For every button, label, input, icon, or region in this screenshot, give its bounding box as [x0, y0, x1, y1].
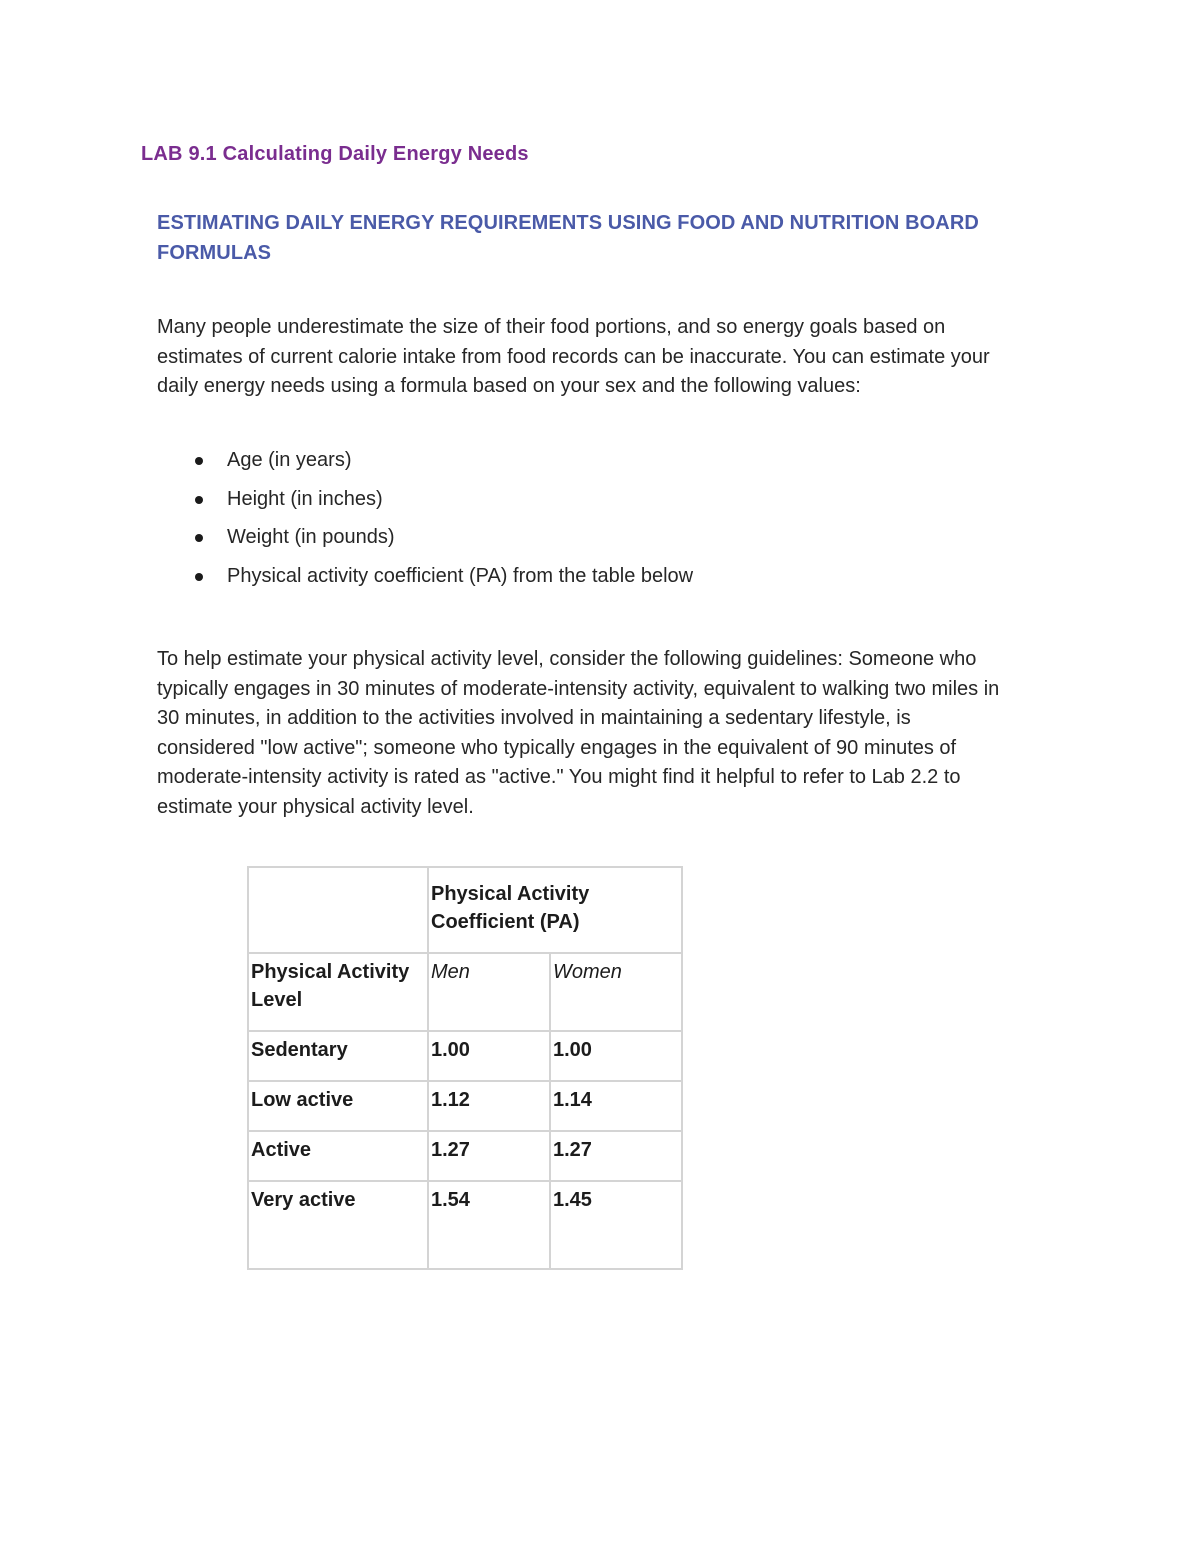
- table-row: [248, 1181, 682, 1269]
- men-value-cell: 1.54: [428, 1181, 550, 1269]
- guidelines-paragraph: To help estimate your physical activity level, consider the following guidelines: Someone who typically engages in 30 minutes of moderate-intensity activity, equivalent to walking two miles in 30 minutes, in addition to the activities involved in maintaining a sedentary lifestyle, is considered "low active"; someone who typically engages in the equivalent of 90 minutes of moderate-intensity activity is rated as "active." You might find it helpful to refer to Lab 2.2 to estimate your physical activity level.: [157, 648, 1000, 818]
- list-item: [157, 446, 693, 485]
- list-item-text: Age (in years): [227, 449, 352, 471]
- activity-coefficient-table: [247, 866, 683, 1270]
- lab-title: LAB 9.1 Calculating Daily Energy Needs: [141, 143, 529, 165]
- table-header-row: [248, 867, 682, 953]
- list-item-text: Weight (in pounds): [227, 526, 395, 548]
- table-corner-cell: [248, 867, 428, 953]
- bullet-icon: [195, 457, 203, 465]
- bullet-icon: [195, 573, 203, 581]
- table-subheader-row: [248, 953, 682, 1031]
- level-cell: Sedentary: [248, 1031, 428, 1081]
- list-item: [157, 562, 693, 601]
- level-cell: Very active: [248, 1181, 428, 1269]
- men-value-cell: 1.27: [428, 1131, 550, 1181]
- men-value-cell: 1.00: [428, 1031, 550, 1081]
- women-value-cell: 1.00: [550, 1031, 682, 1081]
- table-row: [248, 1131, 682, 1181]
- section-heading: ESTIMATING DAILY ENERGY REQUIREMENTS USING FOOD AND NUTRITION BOARD FORMULAS: [157, 212, 979, 264]
- table-header-cell: Physical Activity Coefficient (PA): [428, 867, 682, 953]
- level-cell: Active: [248, 1131, 428, 1181]
- table-row: [248, 1031, 682, 1081]
- men-column-header: Men: [428, 953, 550, 1031]
- table-row: [248, 1081, 682, 1131]
- list-item: [157, 523, 693, 562]
- level-column-header: Physical Activity Level: [248, 953, 428, 1031]
- bullet-icon: [195, 496, 203, 504]
- women-value-cell: 1.45: [550, 1181, 682, 1269]
- women-column-header: Women: [550, 953, 682, 1031]
- women-value-cell: 1.14: [550, 1081, 682, 1131]
- level-cell: Low active: [248, 1081, 428, 1131]
- men-value-cell: 1.12: [428, 1081, 550, 1131]
- list-item: [157, 485, 693, 524]
- list-item-text: Height (in inches): [227, 487, 383, 510]
- women-value-cell: 1.27: [550, 1131, 682, 1181]
- values-list: [157, 446, 693, 600]
- intro-paragraph: Many people underestimate the size of their food portions, and so energy goals based on estimates of current calorie intake from food records can be inaccurate. You can estimate your daily energy needs using a formula based on your sex and the following values:: [157, 316, 990, 397]
- list-item-text: Physical activity coefficient (PA) from the table below: [227, 564, 694, 587]
- bullet-icon: [195, 534, 203, 542]
